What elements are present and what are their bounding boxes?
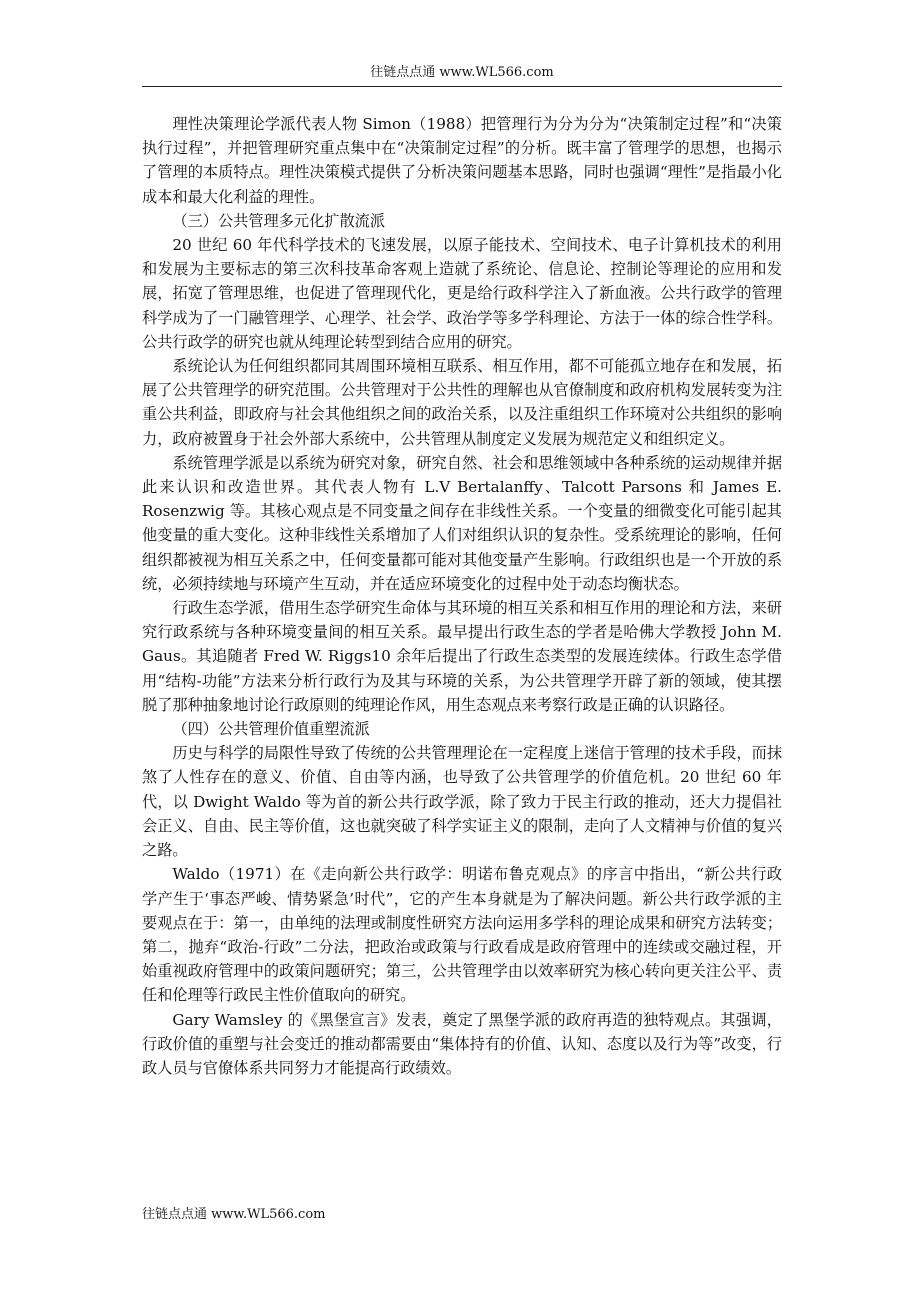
section-heading-diversified-school: （三）公共管理多元化扩散流派: [172, 211, 386, 230]
paragraph-tech-revolution: 20 世纪 60 年代科学技术的飞速发展，以原子能技术、空间技术、电子计算机技术的利用和发展为主要标志的第三次科技革命客观上造就了系统论、信息论、控制论等理论的应用和发展，拓宽了管理思维，也促进了管理现代化，更是给行政科学注入了新血液。公共行政学的管理科学成为了一门融管理学、心理学、社会学、政治学等多学科理论、方法于一体的综合性学科。公共行政学的研究也就从纯理论转型到结合应用的研究。: [142, 236, 782, 351]
paragraph-systems-theory: 系统论认为任何组织都同其周围环境相互联系、相互作用，都不可能孤立地存在和发展，拓展了公共管理学的研究范围。公共管理对于公共性的理解也从官僚制度和政府机构发展转变为注重公共利益，即政府与社会其他组织之间的政治关系，以及注重组织工作环境对公共组织的影响力，政府被置身于社会外部大系统中，公共管理从制度定义发展为规范定义和组织定义。: [142, 357, 782, 448]
footer-text: 往链点点通 www.WL566.com: [142, 1207, 326, 1222]
paragraph-rational-decision: 理性决策理论学派代表人物 Simon（1988）把管理行为分为分为“决策制定过程”和“决策执行过程”，并把管理研究重点集中在“决策制定过程”的分析。既丰富了管理学的思想，也揭示了管理的本质特点。理性决策模式提供了分析决策问题基本思路，同时也强调“理性”是指最小化成本和最大化利益的理性。: [142, 115, 782, 206]
paragraph-blacksburg: Gary Wamsley 的《黑堡宣言》发表，奠定了黑堡学派的政府再造的独特观点。其强调，行政价值的重塑与社会变迁的推动都需要由“集体持有的价值、认知、态度以及行为等”改变，行政人员与官僚体系共同努力才能提高行政绩效。: [142, 1010, 782, 1077]
document-body: [142, 112, 782, 1080]
paragraph-value-crisis: 历史与科学的局限性导致了传统的公共管理理论在一定程度上迷信于管理的技术手段，而抹煞了人性存在的意义、价值、自由等内涵，也导致了公共管理学的价值危机。20 世纪 60 年代，以 Dwight Waldo 等为首的新公共行政学派，除了致力于民主行政的推动，还大力提倡社会正义、自由、民主等价值，这也就突破了科学实证主义的限制，走向了人文精神与价值的复兴之路。: [142, 744, 782, 860]
page-header: [142, 60, 782, 87]
page-footer: [142, 1205, 325, 1225]
paragraph-administrative-ecology: 行政生态学派，借用生态学研究生命体与其环境的相互关系和相互作用的理论和方法，来研究行政系统与各种环境变量间的相互关系。最早提出行政生态的学者是哈佛大学教授 John M. Gaus。其追随者 Fred W. Riggs10 余年后提出了行政生态类型的发展连续体。行政生态学借用“结构-功能”方法来分析行政行为及其与环境的关系，为公共管理学开辟了新的领域，使其摆脱了那种抽象地讨论行政原则的纯理论作风，用生态观点来考察行政是正确的认识路径。: [142, 599, 782, 714]
section-heading-value-reshaping: （四）公共管理价值重塑流派: [172, 720, 370, 739]
paragraph-waldo: Waldo（1971）在《走向新公共行政学：明诺布鲁克观点》的序言中指出，“新公共行政学产生于‘事态严峻、情势紧急’时代”，它的产生本身就是为了解决问题。新公共行政学派的主要观点在于：第一，由单纯的法理或制度性研究方法向运用多学科的理论成果和研究方法转变；第二，抛弃“政治-行政”二分法，把政治或政策与行政看成是政府管理中的连续或交融过程，开始重视政府管理中的政策问题研究；第三，公共管理学由以效率研究为核心转向更关注公平、责任和伦理等行政民主性价值取向的研究。: [142, 865, 782, 1005]
paragraph-systems-management: 系统管理学派是以系统为研究对象，研究自然、社会和思维领域中各种系统的运动规律并据此来认识和改造世界。其代表人物有 L.V Bertalanffy、Talcott Parsons 和 James E. Rosenzwig 等。其核心观点是不同变量之间存在非线性关系。一个变量的细微变化可能引起其他变量的重大变化。这种非线性关系增加了人们对组织认识的复杂性。受系统理论的影响，任何组织都被视为相互关系之中，任何变量都可能对其他变量产生影响。行政组织也是一个开放的系统，必须持续地与环境产生互动，并在适应环境变化的过程中处于动态均衡状态。: [142, 453, 782, 593]
header-text: 往链点点通 www.WL566.com: [370, 65, 554, 80]
